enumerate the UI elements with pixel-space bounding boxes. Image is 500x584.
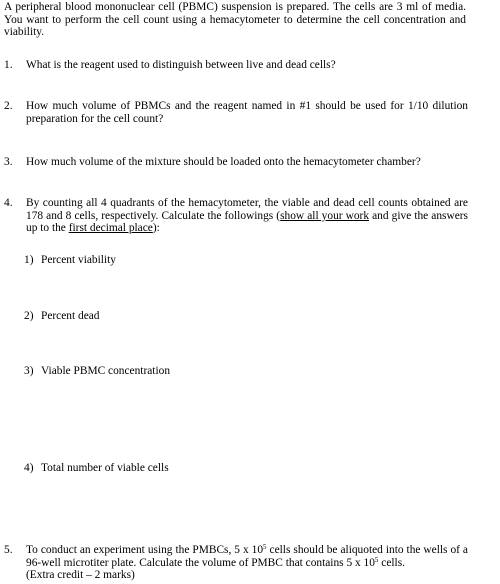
sub-question-number: 3) [24, 365, 34, 377]
sub-question-2 [24, 310, 100, 323]
question-text-part: To conduct an experiment using the PMBCs, 5 x 10 [26, 544, 264, 556]
question-number: 4. [4, 197, 13, 209]
sub-question-text: Viable PBMC concentration [41, 365, 171, 377]
intro-paragraph: A peripheral blood mononuclear cell (PBMC) suspension is prepared. The cells are 3 ml of media. You want to perform the cell count using a hemacytometer to determine the cell concentration and viability. [4, 1, 466, 39]
question-text-part: By counting all 4 quadrants of the hemacytometer, the viable and dead cell counts obtained are 178 and 8 cells, respectively. Calculate the followings ( [26, 197, 468, 222]
sub-question-text: Total number of viable cells [41, 462, 169, 474]
sub-question-1 [24, 254, 116, 267]
question-text-part: and give the answers up to the [26, 209, 468, 235]
question-number: 2. [4, 100, 13, 112]
question-text [26, 544, 468, 582]
question-text: What is the reagent used to distinguish between live and dead cells? [26, 59, 336, 71]
sub-question-3 [24, 365, 170, 378]
sub-question-4 [24, 462, 169, 475]
question-text: How much volume of the mixture should be loaded onto the hemacytometer chamber? [26, 156, 421, 168]
underlined-phrase: show all your work [280, 209, 370, 222]
question-text [26, 197, 468, 235]
sub-question-number: 1) [24, 254, 34, 266]
question-text-part: cells. [378, 556, 405, 569]
question-text-part: cells should be aliquoted into the wells of a 96-well microtiter plate. Calculate the volume of PMBC that contains 5 x 10 [26, 544, 468, 569]
extra-credit-note: (Extra credit – 2 marks) [26, 569, 135, 582]
underlined-phrase: first decimal place [68, 222, 153, 235]
question-number: 3. [4, 156, 13, 168]
sub-question-text: Percent viability [41, 254, 116, 266]
sub-question-text: Percent dead [41, 310, 100, 322]
question-number: 5. [4, 544, 13, 556]
superscript: 5 [374, 555, 379, 564]
question-text-part: ): [152, 222, 160, 235]
sub-question-number: 4) [24, 462, 34, 474]
question-number: 1. [4, 59, 13, 71]
sub-question-number: 2) [24, 310, 34, 322]
question-text: How much volume of PBMCs and the reagent named in #1 should be used for 1/10 dilution preparation for the cell count? [26, 100, 468, 125]
superscript: 5 [263, 543, 267, 551]
